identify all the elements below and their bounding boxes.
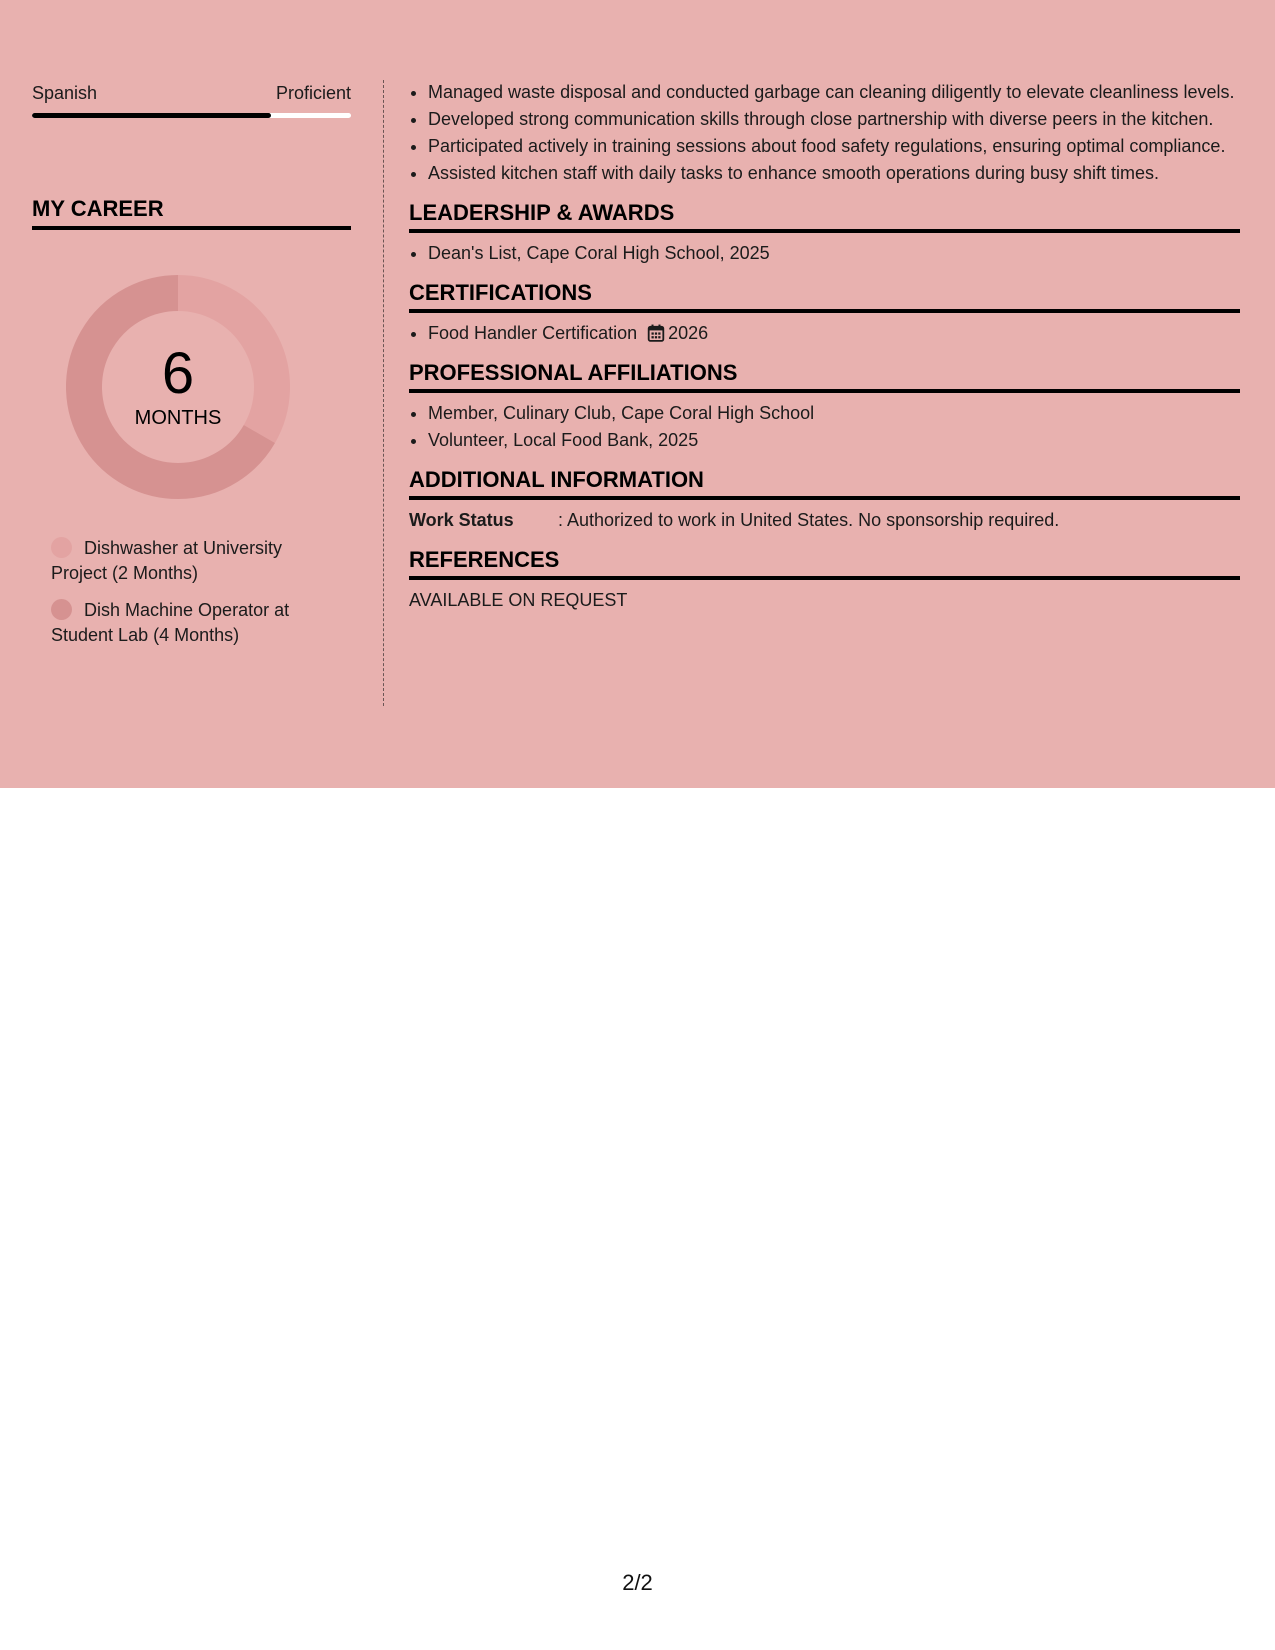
references-text: AVAILABLE ON REQUEST <box>409 590 628 610</box>
experience-list <box>409 80 1240 185</box>
career-item-label: Dish Machine Operator at Student Lab (4 Months) <box>51 600 290 645</box>
career-total-unit: MONTHS <box>134 407 222 429</box>
certifications-heading: CERTIFICATIONS <box>409 279 1240 313</box>
leadership-heading: LEADERSHIP & AWARDS <box>409 199 1240 233</box>
main-content <box>409 80 1240 612</box>
list-item: • Participated actively in training sessions about food safety regulations, ensuring optimal compliance. <box>428 134 1240 158</box>
calendar-icon <box>647 324 665 342</box>
list-item: • Dean's List, Cape Coral High School, 2025 <box>428 241 1240 265</box>
list-item: • Member, Culinary Club, Cape Coral High School <box>428 401 1240 425</box>
language-name: Spanish <box>32 83 98 103</box>
career-total-number: 6 <box>161 341 195 406</box>
affiliations-list <box>409 401 1240 452</box>
leadership-list <box>409 241 1240 265</box>
career-legend <box>51 536 321 660</box>
column-divider <box>383 80 384 706</box>
list-item: • Volunteer, Local Food Bank, 2025 <box>428 428 1240 452</box>
language-row <box>32 81 351 105</box>
additional-info-heading: ADDITIONAL INFORMATION <box>409 466 1240 500</box>
list-item <box>428 321 1240 345</box>
work-status-label: Work Status <box>409 510 514 530</box>
references-heading: REFERENCES <box>409 546 1240 580</box>
language-proficiency-fill <box>32 113 271 118</box>
donut-center <box>66 275 290 499</box>
list-item: • Managed waste disposal and conducted garbage can cleaning diligently to elevate cleanliness levels. <box>428 80 1240 104</box>
certification-year: 2026 <box>668 323 709 343</box>
affiliations-heading: PROFESSIONAL AFFILIATIONS <box>409 359 1240 393</box>
page-number: 2/2 <box>622 1570 653 1595</box>
legend-dot <box>51 537 72 558</box>
career-item-label: Dishwasher at University Project (2 Months) <box>51 538 283 583</box>
career-legend-item <box>51 536 321 586</box>
language-proficiency-bar <box>32 113 351 118</box>
certification-name: Food Handler Certification <box>428 323 638 343</box>
career-heading: MY CAREER <box>32 195 351 230</box>
language-level: Proficient <box>275 83 351 103</box>
legend-dot <box>51 599 72 620</box>
work-status-row <box>409 508 1240 532</box>
certifications-list <box>409 321 1240 345</box>
career-legend-item <box>51 598 321 648</box>
list-item: • Assisted kitchen staff with daily tasks to enhance smooth operations during busy shift times. <box>428 161 1240 185</box>
work-status-value: : Authorized to work in United States. No sponsorship required. <box>558 510 1060 530</box>
list-item: • Developed strong communication skills through close partnership with diverse peers in the kitchen. <box>428 107 1240 131</box>
